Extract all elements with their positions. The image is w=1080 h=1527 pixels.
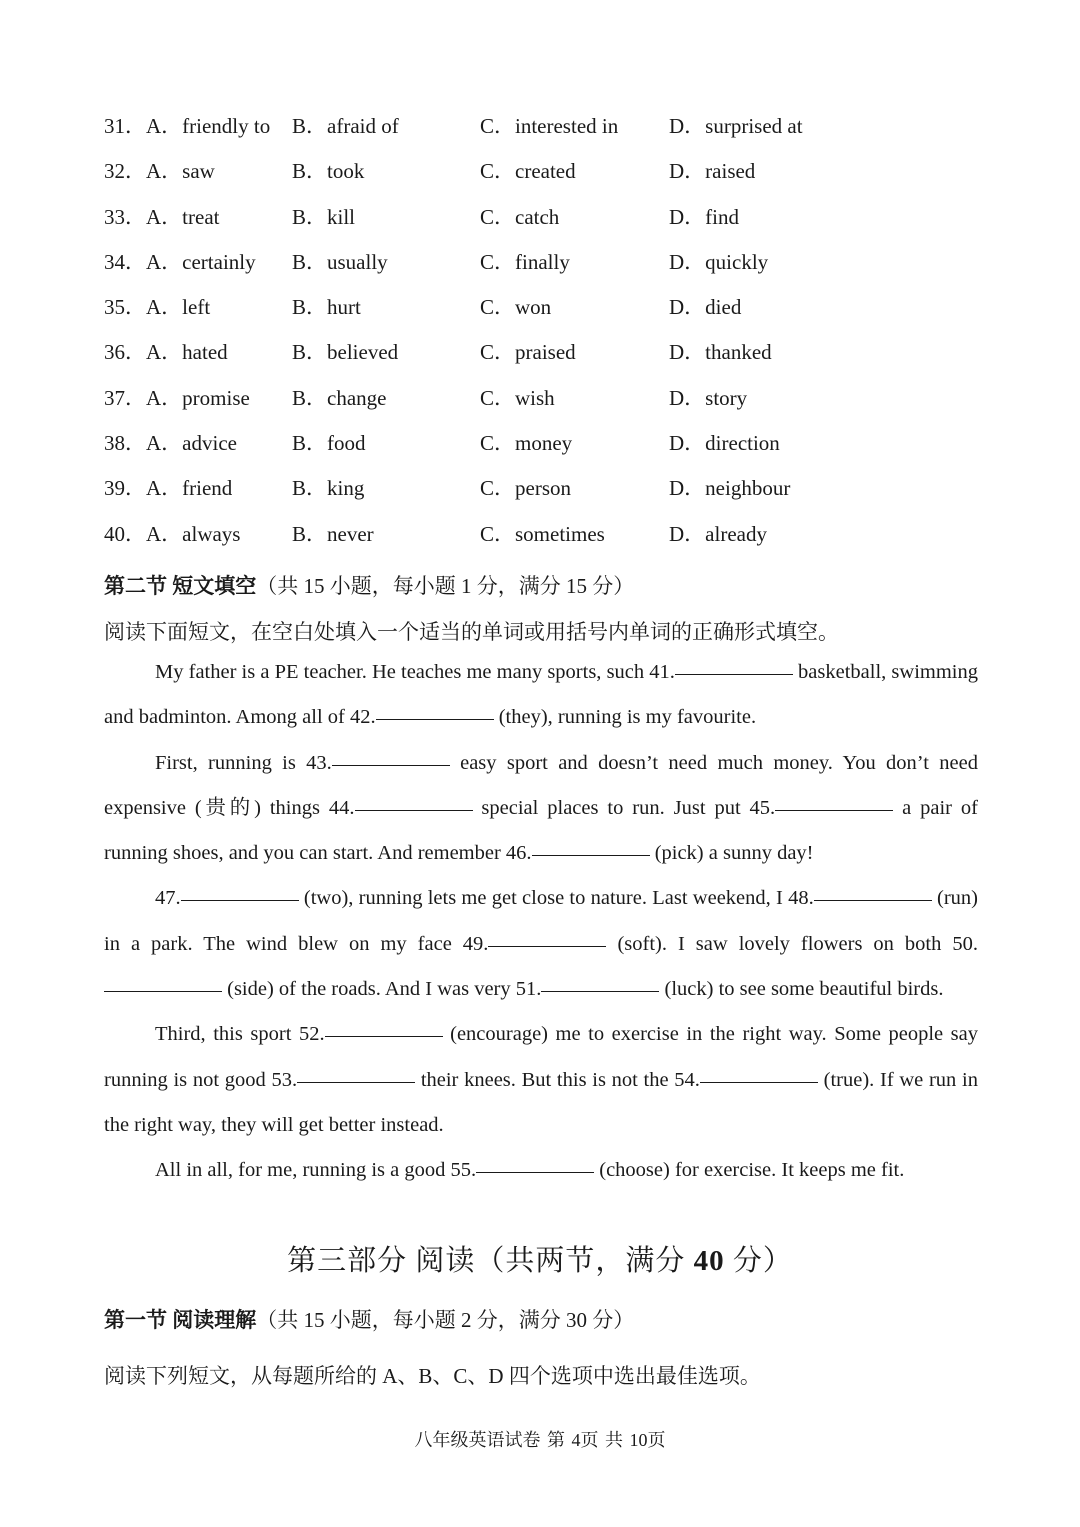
option-d: D．raised <box>669 159 756 184</box>
section-1-heading <box>104 1304 634 1334</box>
question-row <box>104 289 984 334</box>
answer-blank[interactable] <box>325 1035 443 1037</box>
answer-blank[interactable] <box>775 809 893 811</box>
answer-blank[interactable] <box>700 1081 818 1083</box>
option-d: D．thanked <box>669 340 772 365</box>
answer-blank[interactable] <box>476 1171 594 1173</box>
answer-blank[interactable] <box>541 990 659 992</box>
cloze-passage <box>104 650 978 1194</box>
choice-list <box>104 108 984 561</box>
answer-blank[interactable] <box>488 945 606 947</box>
question-row <box>104 244 984 289</box>
option-b: B．usually <box>292 249 388 274</box>
option-a: A．friend <box>146 476 233 501</box>
answer-blank[interactable] <box>532 854 650 856</box>
answer-blank[interactable] <box>675 673 793 675</box>
option-a: A．promise <box>146 385 250 410</box>
option-c: C．finally <box>480 249 570 274</box>
page-footer: 八年级英语试卷 第 4页 共 10页 <box>414 1430 666 1450</box>
option-b: B．change <box>292 385 387 410</box>
section-2-scoring: （共 15 小题，每小题 1 分，满分 15 分） <box>256 574 635 598</box>
option-a: A．friendly to <box>146 114 271 138</box>
option-b: B．never <box>292 521 374 546</box>
question-row <box>104 425 984 470</box>
question-number: 35． <box>104 295 146 320</box>
passage-paragraph: 47. (two), running lets me get close to nature. Last weekend, I 48. (run) in a park. The wind blew on my face 49. (soft). I saw lovely flowers on both 50. (side) of the roads. And I was very 51. (luck) to see some beautiful birds. <box>104 887 979 1001</box>
option-c: C．interested in <box>480 114 619 138</box>
question-number: 37． <box>104 385 146 410</box>
part-3-title: 第三部分 阅读（共两节，满分 40 分） <box>287 1245 793 1277</box>
option-c: C．wish <box>480 385 555 410</box>
question-row <box>104 153 984 198</box>
option-c: C．money <box>480 431 573 456</box>
part-3-score: 40 <box>693 1245 725 1277</box>
option-c: C．catch <box>480 204 560 229</box>
option-a: A．always <box>146 521 241 546</box>
question-row <box>104 516 984 561</box>
option-a: A．hated <box>146 340 228 365</box>
section-2-instruction: 阅读下面短文，在空白处填入一个适当的单词或用括号内单词的正确形式填空。 <box>104 620 839 644</box>
passage-paragraph: All in all, for me, running is a good 55. (choose) for exercise. It keeps me fit. <box>155 1159 905 1182</box>
option-d: D．neighbour <box>669 476 791 501</box>
option-b: B．believed <box>292 340 399 365</box>
question-number: 32． <box>104 159 146 184</box>
answer-blank[interactable] <box>332 764 450 766</box>
option-a: A．saw <box>146 159 215 184</box>
option-c: C．won <box>480 295 552 320</box>
option-c: C．created <box>480 159 576 184</box>
passage-paragraph: My father is a PE teacher. He teaches me many sports, such 41. basketball, swimming and badminton. Among all of 42. (they), running is my favourite. <box>104 661 978 729</box>
option-d: D．died <box>669 295 742 320</box>
question-number: 36． <box>104 340 146 365</box>
option-d: D．quickly <box>669 249 769 274</box>
question-number: 33． <box>104 204 146 229</box>
option-c: C．sometimes <box>480 521 605 546</box>
section-1-title: 第一节 <box>104 1308 167 1332</box>
answer-blank[interactable] <box>355 809 473 811</box>
option-a: A．advice <box>146 431 237 456</box>
section-1-name: 阅读理解 <box>172 1308 257 1332</box>
answer-blank[interactable] <box>297 1081 415 1083</box>
answer-blank[interactable] <box>104 990 222 992</box>
question-number: 31． <box>104 114 146 138</box>
option-b: B．took <box>292 159 365 184</box>
option-a: A．treat <box>146 204 220 229</box>
question-number: 40． <box>104 521 146 546</box>
question-row <box>104 470 984 515</box>
option-b: B．afraid of <box>292 114 399 138</box>
section-1-instruction: 阅读下列短文，从每题所给的 A、B、C、D 四个选项中选出最佳选项。 <box>104 1364 761 1388</box>
section-2-heading <box>104 570 634 600</box>
option-b: B．food <box>292 431 366 456</box>
section-2-title: 第二节 <box>104 574 167 598</box>
option-d: D．find <box>669 204 739 229</box>
option-c: C．person <box>480 476 571 501</box>
option-d: D．story <box>669 385 748 410</box>
question-number: 39． <box>104 476 146 501</box>
option-b: B．kill <box>292 204 356 229</box>
question-number: 38． <box>104 431 146 456</box>
question-row <box>104 108 984 153</box>
option-a: A．certainly <box>146 249 256 274</box>
option-c: C．praised <box>480 340 576 365</box>
answer-blank[interactable] <box>181 899 299 901</box>
question-row <box>104 380 984 425</box>
option-b: B．hurt <box>292 295 361 320</box>
option-a: A．left <box>146 295 211 320</box>
section-1-scoring: （共 15 小题，每小题 2 分，满分 30 分） <box>256 1308 635 1332</box>
section-2-name: 短文填空 <box>172 574 257 598</box>
option-d: D．already <box>669 521 767 546</box>
passage-paragraph: Third, this sport 52. (encourage) me to exercise in the right way. Some people say running is not good 53. their knees. But this is not the 54. (true). If we run in the right way, they will get better instead. <box>104 1023 978 1136</box>
answer-blank[interactable] <box>376 718 494 720</box>
option-d: D．surprised at <box>669 114 803 138</box>
question-number: 34． <box>104 249 146 274</box>
option-b: B．king <box>292 476 365 501</box>
passage-paragraph: First, running is 43. easy sport and doesn’t need much money. You don’t need expensive (贵的) things 44. special places to run. Just put 45. a pair of running shoes, and you can start. And remember 46. (pick) a sunny day! <box>104 751 978 865</box>
answer-blank[interactable] <box>814 899 932 901</box>
question-row <box>104 199 984 244</box>
option-d: D．direction <box>669 431 780 456</box>
question-row <box>104 334 984 379</box>
